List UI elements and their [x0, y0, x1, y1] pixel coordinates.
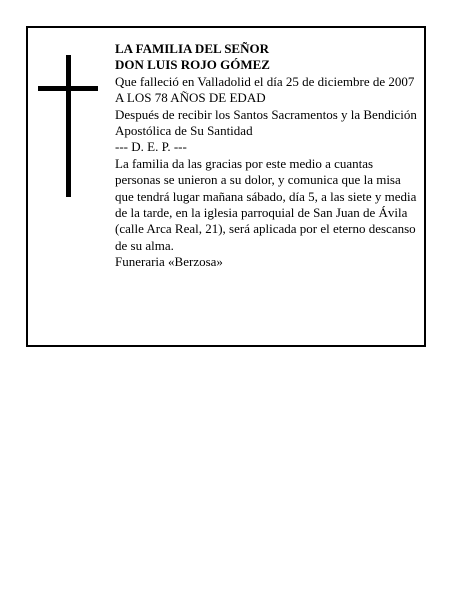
heading-family-line: LA FAMILIA DEL SEÑOR — [115, 41, 269, 56]
obituary-notice — [26, 26, 426, 347]
funeral-home: Funeraria «Berzosa» — [115, 254, 223, 270]
notice-text-block — [115, 41, 420, 271]
cross-vertical-bar — [66, 55, 71, 197]
death-info: Que falleció en Valladolid el día 25 de diciembre de 2007 — [115, 73, 415, 89]
notice-body: La familia da las gracias por este medio a cuantas personas se unieron a su dolor, y comunica que la misa que tendrá lugar mañana sábado, día 5, a las siete y media de la tarde, en la iglesia parroquial de San Juan de Ávila (calle Arca Real, 21), será aplicada por el eterno descanso de su alma. — [115, 155, 417, 253]
heading-deceased-name: DON LUIS ROJO GÓMEZ — [115, 57, 270, 73]
age-line: A LOS 78 AÑOS DE EDAD — [115, 90, 266, 106]
sacraments-line: Después de recibir los Santos Sacramentos y la Bendición Apostólica de Su Santidad — [115, 106, 417, 139]
cross-horizontal-bar — [38, 86, 98, 91]
rip-line: --- D. E. P. --- — [115, 139, 187, 155]
cross-icon — [38, 55, 98, 197]
